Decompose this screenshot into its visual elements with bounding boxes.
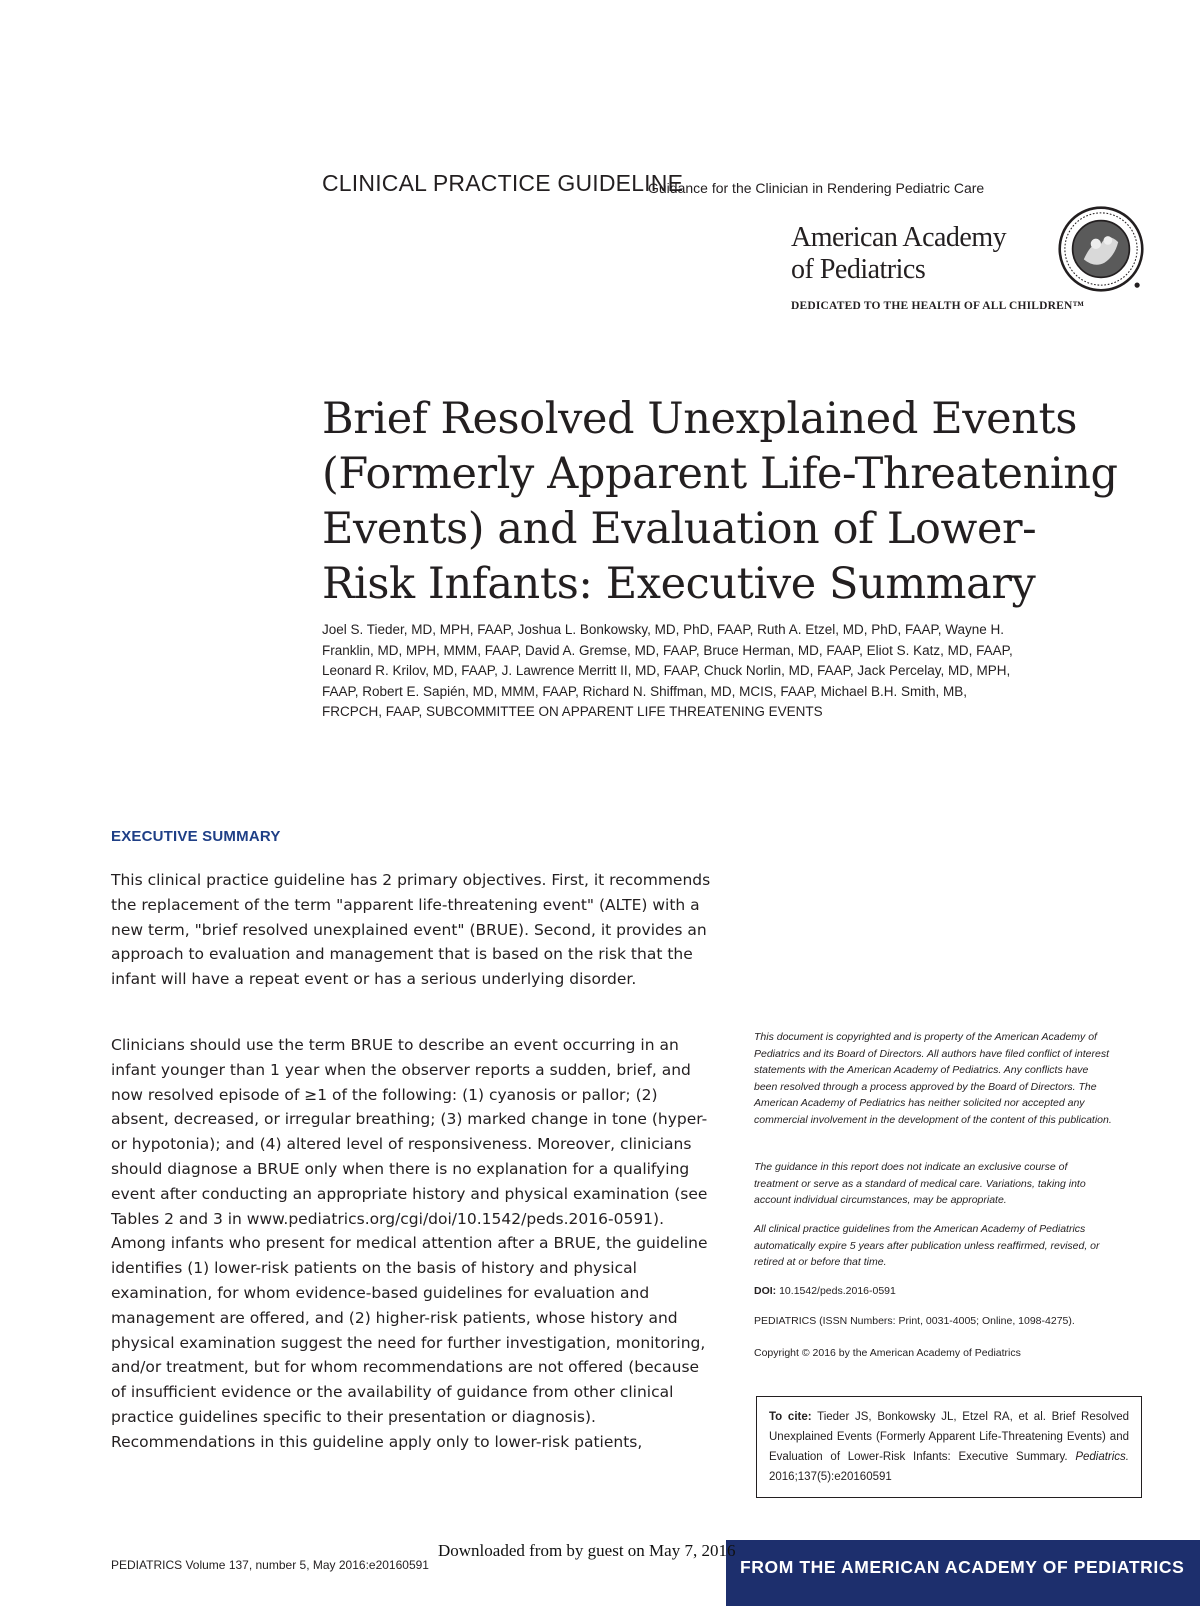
cite-journal: Pediatrics. [1075,1451,1129,1463]
cite-text: Tieder JS, Bonkowsky JL, Etzel RA, et al. Brief Resolved Unexplained Events (Formerly Apparent Life-Threatening Events) and Evaluation of Lower-Risk Infants: Executive Summary. [769,1411,1129,1463]
doi-label: DOI: [754,1285,777,1297]
aap-seal-icon [1058,206,1144,292]
summary-paragraph-1: This clinical practice guideline has 2 primary objectives. First, it recommends the replacement of the term "apparent life-threatening event" (ALTE) with a new term, "brief resolved unexplained event" (BRUE). Second, it provides an approach to evaluation and management that is based on the risk that the infant will have a repeat event or has a serious underlying disorder. [111,871,711,989]
cite-label: To cite: [769,1411,812,1423]
copyright-line: Copyright © 2016 by the American Academy of Pediatrics [754,1347,1021,1359]
cite-reference: 2016;137(5):e20160591 [769,1471,892,1483]
author-list: Joel S. Tieder, MD, MPH, FAAP, Joshua L. Bonkowsky, MD, PhD, FAAP, Ruth A. Etzel, MD, PhD, FAAP, Wayne H. Franklin, MD, MPH, MMM, FAAP, David A. Gremse, MD, FAAP, Bruce Herman, MD, FAAP, Eliot S. Katz, MD, FAAP, Leonard R. Krilov, MD, FAAP, J. Lawrence Merritt II, MD, FAAP, Chuck Norlin, MD, FAAP, Jack Percelay, MD, MPH, FAAP, Robert E. Sapién, MD, MMM, FAAP, Richard N. Shiffman, MD, MCIS, FAAP, Michael B.H. Smith, MB, FRCPCH, FAAP, SUBCOMMITTEE ON APPARENT LIFE THREATENING EVENTS [322,622,1013,719]
expiry-notice: All clinical practice guidelines from the American Academy of Pediatrics automatically expire 5 years after publication unless reaffirmed, revised, or retired at or before that time. [754,1223,1100,1268]
doi-line [754,1285,896,1297]
summary-paragraph-2: Clinicians should use the term BRUE to describe an event occurring in an infant younger than 1 year when the observer reports a sudden, brief, and now resolved episode of ≥1 of the following: (1) cyanosis or pallor; (2) absent, decreased, or irregular breathing; (3) marked change in tone (hyper- or hypotonia); and (4) altered level of responsiveness. Moreover, clinicians should diagnose a BRUE only when there is no explanation for a qualifying event after conducting an appropriate history and physical examination (see Tables 2 and 3 in www.pediatrics.org/cgi/doi/10.1542/peds.2016-0591). Among infants who present for medical attention after a BRUE, the guideline identifies (1) lower-risk patients on the basis of history and physical examination, for whom evidence-based guidelines for evaluation and management are offered, and (2) higher-risk patients, whose history and physical examination suggest the need for further investigation, monitoring, and/or treatment, but for whom recommendations are not offered (because of insufficient evidence or the availability of guidance from other clinical practice guidelines specific to their presentation or diagnosis). Recommendations in this guideline apply only to lower-risk patients, [111,1036,708,1451]
org-tagline: DEDICATED TO THE HEALTH OF ALL CHILDREN™ [791,300,1085,312]
footer-banner-text: FROM THE AMERICAN ACADEMY OF PEDIATRICS [740,1557,1185,1577]
section-label: CLINICAL PRACTICE GUIDELINE [322,170,684,196]
issn-line: PEDIATRICS (ISSN Numbers: Print, 0031-4005; Online, 1098-4275). [754,1315,1075,1327]
article-title: Brief Resolved Unexplained Events (Formerly Apparent Life-Threatening Events) and Evaluation of Lower-Risk Infants: Executive Summary [322,394,1118,609]
section-heading: EXECUTIVE SUMMARY [111,828,281,845]
section-subtitle: Guidance for the Clinician in Rendering Pediatric Care [648,180,985,196]
journal-info: PEDIATRICS Volume 137, number 5, May 2016:e20160591 [111,1558,429,1572]
citation-box [756,1396,1142,1498]
doi-link[interactable]: 10.1542/peds.2016-0591 [779,1285,896,1297]
copyright-notice: This document is copyrighted and is property of the American Academy of Pediatrics and its Board of Directors. All authors have filed conflict of interest statements with the American Academy of Pediatrics. Any conflicts have been resolved through a process approved by the Board of Directors. The American Academy of Pediatrics has neither solicited nor accepted any commercial involvement in the development of the content of this publication. [754,1031,1112,1126]
org-name-line2: of Pediatrics [791,254,926,285]
org-name-line1: American Academy [791,222,1007,253]
guidance-notice: The guidance in this report does not indicate an exclusive course of treatment or serve as a standard of medical care. Variations, taking into account individual circumstances, may be appropriate. [754,1161,1086,1206]
org-logo-text [791,222,1006,286]
download-stamp: Downloaded from by guest on May 7, 2016 [438,1541,736,1560]
